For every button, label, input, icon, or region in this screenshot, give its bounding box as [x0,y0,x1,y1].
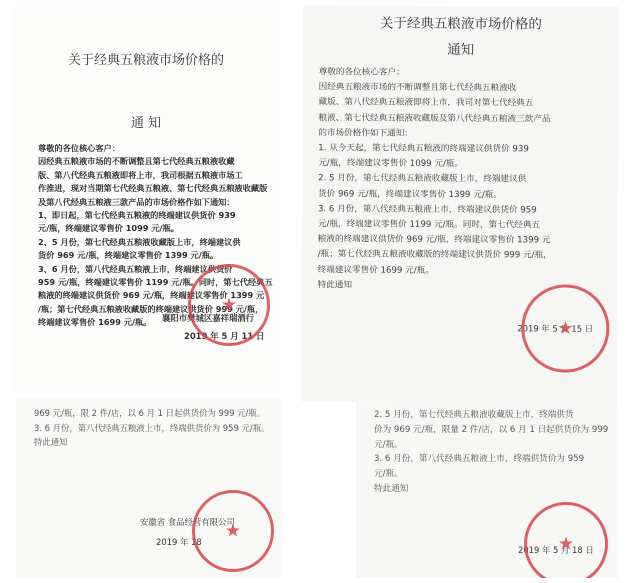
red-seal [524,502,608,578]
text-line: 货价 969 元/瓶，终端建议零售价 1399 元/瓶。 [38,250,219,261]
notice-subtitle: 通知 [447,41,475,59]
date: 2019 年 5 月 11 日 [184,331,265,341]
text-line: 969 元/瓶，限 2 件/店，以 6 月 1 日起供货价为 999 元/瓶。 [34,408,266,418]
text-line: 特此通知 [374,483,409,494]
notice-body [16,406,282,450]
text-line: 元/瓶。 [374,439,403,450]
text-line: 3. 6 月份，第八代经典五粮液上市，终端供货价为 959 元/瓶。 [34,422,270,433]
text-line: 因经典五粮液市场的不断调整且第七代经典五粮液收藏 [38,156,235,167]
text-line: 版、第八代经典五粮液即将上市，我司根据五粮液市场工 [38,169,243,180]
notice-subtitle: 通 知 [130,116,162,131]
text-line: /瓶；第七代经典五粮液收藏版的终端建议供货价 999 元/瓶， [317,249,552,261]
text-line: 2、5 月份，第七代经典五粮液收藏版上市，终端建议供 [38,236,241,247]
notice-bottom-right [356,402,618,578]
text-line: 3. 6 月份，第八代经典五粮液上市，终端供货价为 959 [374,454,585,465]
text-line: 特此通知 [34,437,68,448]
text-line: 终端建议零售价 1699 元/瓶。 [317,264,434,276]
text-line: 2. 5 月份，第七代经典五粮液收藏版上市，终端建议供 [318,173,527,185]
text-line: 货价 969 元/瓶，终端建议零售价 1399 元/瓶。 [318,188,502,200]
date: 2019 年 18 [156,537,202,547]
text-line: 价为 969 元/瓶，限量 2 件/店，以 6 月 1 日起供货价为 999 [374,424,609,435]
text-line: 因经典五粮液市场的不断调整且第七代经典五粮液收 [318,82,517,94]
text-line: 粮液的终端建议供货价 969 元/瓶，终端建议零售价 1399 元 [38,290,265,301]
text-line: 元/瓶，终端建议零售价 1099 元/瓶。 [38,223,179,234]
text-line: 959 元/瓶，终端建议零售价 1199 元/瓶。同时，第七代经典五 [38,277,273,288]
text-line: 粮液的终端建议供货价 969 元/瓶，终端建议零售价 1399 元 [317,234,551,246]
red-seal [192,490,274,572]
notice-right [301,5,619,403]
date: 2019 年 5 月 15 日 [517,323,594,334]
notice-body [302,65,619,295]
text-line: 粮液、第七代经典五粮液收藏版及第八代经典五粮液三款产品 [318,112,551,125]
text-line: 1、即日起，第七代经典五粮液的终端建议供货价 939 [38,210,236,221]
red-seal [188,264,270,346]
notice-title: 关于经典五粮液市场价格的 [379,15,542,33]
text-line: 元/瓶。 [374,469,403,480]
text-line: 及第八代经典五粮液三款产品的市场价格作如下通知： [38,196,235,207]
notice-left [12,6,280,394]
text-line: 尊敬的各位核心客户： [318,67,405,78]
text-line: 尊敬的各位核心客户： [38,143,120,153]
date: 2019 年 5 月 18 日 [518,545,594,555]
signer: 安徽省 食品经营有限公司 [140,517,235,527]
text-line: 终端建议零售价 1699 元/瓶。 [38,317,152,328]
notice-bottom-left [16,398,282,578]
signer: 襄阳市樊城区嘉祥瑞酒行 [162,313,255,323]
text-line: 元/瓶，终端建议零售价 1099 元/瓶。 [318,158,464,170]
notice-title: 关于经典五粮液市场价格的 [67,53,224,68]
text-line: 1. 从今天起，第七代经典五粮液的终端建议供货价 939 [318,143,529,155]
text-line: 的市场价格作如下通知： [318,128,413,139]
text-line: 3. 6 月份，第八代经典五粮液上市，终端建议供货价 959 [317,204,537,216]
notice-body [356,408,618,497]
text-line: /瓶；第七代经典五粮液收藏版的终端建议供货价 999 元/瓶， [38,303,264,314]
text-line: 特此通知 [317,280,352,291]
text-line: 3、6 月份，第八代经典五粮液上市，终端建议供货价 [38,263,233,274]
text-line: 作推进，现对当期第七代经典五粮液、第七代经典五粮液收藏版 [38,183,268,194]
red-seal [521,284,609,372]
text-line: 2. 5 月份，第七代经典五粮液收藏版上市，终端供货 [374,410,574,420]
text-line: 藏版、第八代经典五粮液即将上市，我司对第七代经典五 [318,97,534,109]
text-line: 元/瓶，终端建议零售价 1199 元/瓶。同时，第七代经典五 [317,219,541,231]
